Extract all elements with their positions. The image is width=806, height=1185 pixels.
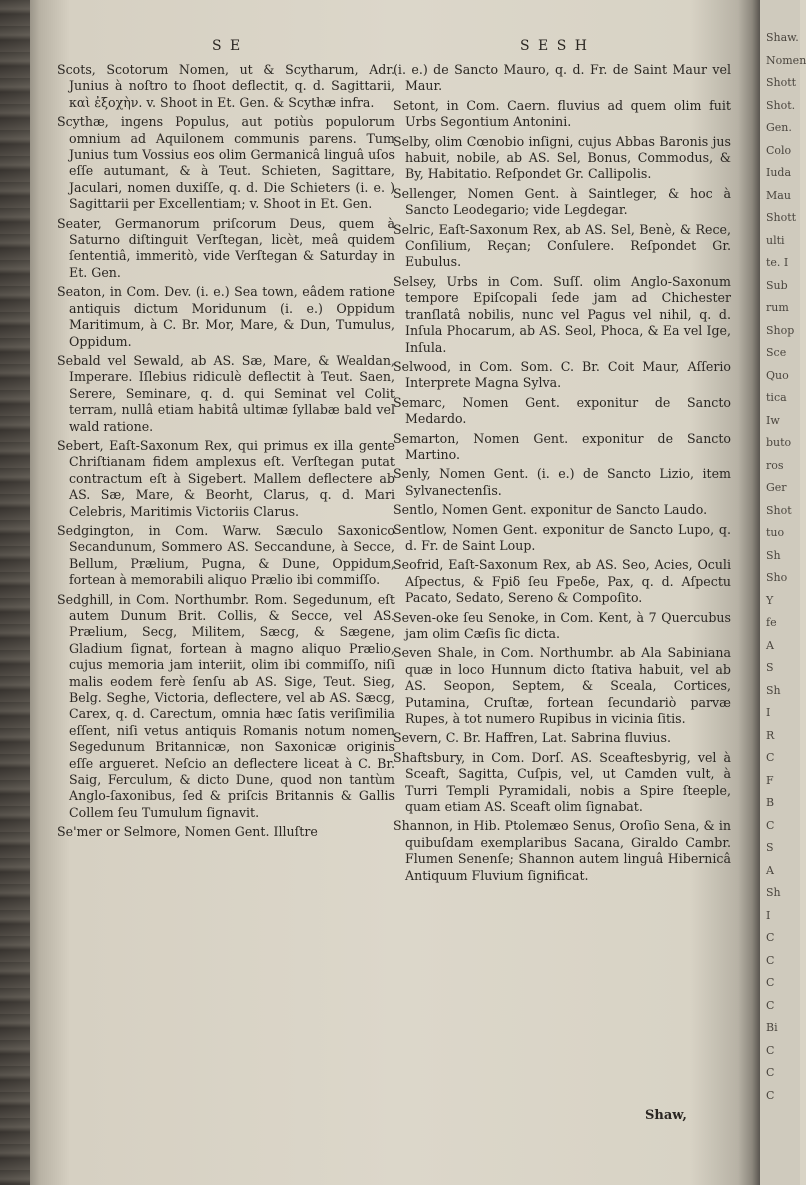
facing-page-fragment: fe [766,616,777,629]
facing-page-fragment: Shop [766,323,795,337]
facing-page-fragment: F [766,773,774,787]
entry: Severn, C. Br. Haffren, Lat. Sabrina fluvius. [393,730,671,746]
facing-page-fragment: R [766,728,775,742]
facing-page-fragment: C [766,1043,775,1057]
facing-page-fragment: Sh [766,683,781,697]
entry: Selby, olim Cœnobio inſigni, cujus Abbas Baronis jus habuit, nobile, ab AS. Sel, Bonus, Commodus, & By, Habitatio. Reſpondet Gr. Callipolis. [393,133,731,182]
facing-page-fragment: A [766,638,774,652]
facing-page-fragment: I [766,706,771,719]
entry: Senly, Nomen Gent. (i. e.) de Sancto Lizio, item Sylvanectenſis. [393,466,731,498]
facing-page-fragment: Sh [766,548,781,562]
entry: Shaftsbury, in Com. Dorſ. AS. Sceaftesbyrig, vel à Sceaft, Sagitta, Cuſpis, vel, ut Camden vult, à Turri Templi Pyramidali, nobis a Spire ſteeple, quam etiam AS. Sceaft olim ſignabat. [393,749,731,815]
entry: Shannon, in Hib. Ptolemæo Senus, Oroſio Sena, & in quibuſdam exemplaribus Sacana, Giraldo Cambr. Flumen Senenſe; Shannon autem linguâ Hibernicâ Antiquum Fluvium ſignificat. [393,818,731,883]
facing-page-fragment: Iuda [766,166,792,179]
entry: Sebald vel Sewald, ab AS. Sæ, Mare, & Wealdan, Imperare. Iſlebius ridiculè deflectit à Teut. Saen, Serere, Seminare, q. d. qui Seminat vel Colit terram, nullâ etiam habitâ ultimæ ſyllabæ bald vel wald ratione. [57,352,395,434]
facing-page-fragment: ulti [766,233,785,247]
right-column [393,62,731,887]
facing-page-fragment: C [766,976,775,989]
facing-page-fragment: C [766,998,775,1012]
entry: Scots, Scotorum Nomen, ut & Scytharum, Adr. Junius à noſtro to ſhoot deflectit, q. d. Sagittarii, καὶ ἐξοχὴν. v. Shoot in Et. Gen. & Scythæ infra. [57,62,395,110]
facing-page-fragment: tuo [766,526,785,539]
entry: Selsey, Urbs in Com. Suſſ. olim Anglo-Saxonum tempore Epiſcopali ſede jam ad Chichester tranſlatâ nobilis, nunc vel Pagus vel nihil, q. d. Inſula Phocarum, ab AS. Seol, Phoca, & Ea vel Ige, Inſula. [393,273,731,355]
facing-page-fragment: Nomen [766,53,806,67]
facing-page-fragment: Mau [766,188,791,202]
entry: Seaton, in Com. Dev. (i. e.) Sea town, eâdem ratione antiquis dictum Moridunum (i. e.) Oppidum Maritimum, à C. Br. Mor, Mare, & Dun, Tumulus, Oppidum. [57,284,395,349]
facing-page-fragment: te. I [766,256,789,269]
entry: Semarton, Nomen Gent. exponitur de Sancto Martino. [393,430,731,462]
facing-page-fragment: tica [766,391,787,404]
entry: Sedghill, in Com. Northumbr. Rom. Segedunum, eſt autem Dunum Brit. Collis, & Secce, vel AS. Prælium, Secg, Militem, Sæcg, & Sægene, Gladium ſignat, fortean à magno aliquo Prælio, cujus memoria jam interiit, olim ibi commiſſo, niſi malis eodem ferè ſenſu ab AS. Sige, Teut. Sieg, Belg. Seghe, Victoria, deflectere, vel ab AS. Sæcg, Carex, q. d. Carectum, omnia hæc ſatis veriſimilia eſſent, niſi vetus antiquis Romanis notum nomen Segedunum Britannicæ, non Saxonicæ originis eſſe argueret. Neſcio an deflectere liceat à C. Br. Saig, Ferculum, & dicto Dune, quod non tantùm Anglo-ſaxonibus, ſed & priſcis Britannis & Gallis Collem ſeu Tumulum ſignavit. [57,591,395,820]
entry: Scythæ, ingens Populus, aut potiùs populorum omnium ad Aquilonem communis parens. Tum Junius tum Vossius eos olim Germanicâ linguâ uſos eſſe autumant, & à Teut. Schieten, Sagittare, Jaculari, nomen duxiſſe, q. d. Die Schieters (i. e. ) Sagittarii per Excellentiam; v. Shoot in Et. Gen. [57,114,395,212]
facing-page-fragment: Shott [766,211,797,224]
facing-page-fragment: Gen. [766,121,792,134]
facing-page-fragment: Sho [766,571,788,584]
entry: Semarc, Nomen Gent. exponitur de Sancto Medardo. [393,394,731,427]
facing-page-fragment: C [766,953,775,967]
entry: Seater, Germanorum priſcorum Deus, quem à Saturno diſtinguit Verſtegan, licèt, meâ quidem ſententiâ, immeritò, vide Verſtegan & Saturday in Et. Gen. [57,215,395,280]
facing-page-fragment: I [766,908,771,922]
facing-page-fragment: buto [766,436,792,449]
facing-page-fragment: Shot [766,503,792,517]
facing-page-fragment: C [766,1088,775,1102]
binding-edge [0,0,30,1185]
facing-page-fragment: Quo [766,368,789,382]
facing-page-fragment: S [766,841,774,854]
left-column [57,62,395,844]
facing-page-fragment: C [766,818,775,832]
entry: Seven-oke ſeu Senoke, in Com. Kent, à 7 Quercubus jam olim Cæſis ſic dicta. [393,609,731,641]
entry: Seven Shale, in Com. Northumbr. ab Ala Sabiniana quæ in loco Hunnum dicto ſtativa habuit, vel ab AS. Seopon, Septem, & Sceala, Cortices, Putamina, Cruſtæ, fortean ſecundariò parvæ Rupes, à tot numero Rupibus in vicinia ſitis. [393,645,731,727]
catchword: Shaw, [645,1108,687,1123]
facing-page-fragment: Colo [766,143,792,157]
facing-page-fragment: Iw [766,413,780,427]
facing-page-fragment: Bi [766,1021,778,1034]
facing-page-fragment: B [766,796,775,809]
entry: Sellenger, Nomen Gent. à Saintleger, & hoc à Sancto Leodegario; vide Legdegar. [393,185,731,218]
facing-page-fragment: C [766,1066,775,1079]
facing-page-fragment: Shot. [766,98,796,112]
facing-page-fragment: S [766,661,774,674]
entry: Sebert, Eaſt-Saxonum Rex, qui primus ex illa gente Chriſtianam fidem amplexus eſt. Verſtegan putat contractum eſt à Sigebert. Mallem deflectere ab AS. Sæ, Mare, & Beorht, Clarus, q. d. Mari Celebris, Maritimis Victoriis Clarus. [57,437,395,519]
facing-page-fragment: Sce [766,346,787,359]
entry: Sedgington, in Com. Warw. Sæculo Saxonico Secandunum, Sommero AS. Seccandune, à Secce, Bellum, Prælium, Pugna, & Dune, Oppidum, fortean à memorabili aliquo Prælio ibi commiſſo. [57,522,395,588]
facing-page-fragment: Shott [766,76,797,89]
running-head-right: S E S H [520,38,589,54]
facing-page-fragment: Ger [766,481,787,494]
facing-page-fragment: Y [766,593,774,607]
facing-page-fragment: Sub [766,278,788,292]
entry: (i. e.) de Sancto Mauro, q. d. Fr. de Saint Maur vel Maur. [393,62,731,94]
running-head-left: S E [212,38,243,54]
entry: Setont, in Com. Caern. fluvius ad quem olim fuit Urbs Segontium Antonini. [393,97,731,130]
facing-page-fragment: Shaw. [766,31,799,44]
facing-page-fragment: C [766,931,775,944]
facing-page-edge [760,0,806,1185]
facing-page-fragment: Sh [766,886,781,899]
entry: Selwood, in Com. Som. C. Br. Coit Maur, Aſſerio Interprete Magna Sylva. [393,358,731,391]
entry: Sentlow, Nomen Gent. exponitur de Sancto Lupo, q. d. Fr. de Saint Loup. [393,521,731,553]
entry: Se'mer or Selmore, Nomen Gent. Illuſtre [57,824,318,840]
facing-page-fragment: A [766,863,774,877]
facing-page-fragment: C [766,751,775,764]
entry: Seofrid, Eaſt-Saxonum Rex, ab AS. Seo, Acies, Oculi Aſpectus, & Fpiδ ſeu Fpeδe, Pax, q. d. Aſpectu Pacato, Sedato, Sereno & Compoſito. [393,557,731,606]
facing-page-fragment: ros [766,458,784,472]
entry: Selric, Eaſt-Saxonum Rex, ab AS. Sel, Benè, & Rece, Conſilium, Reçan; Conſulere. Reſpondet Gr. Eubulus. [393,221,731,270]
facing-page-fragment: rum [766,301,789,314]
entry: Sentlo, Nomen Gent. exponitur de Sancto Laudo. [393,502,708,518]
